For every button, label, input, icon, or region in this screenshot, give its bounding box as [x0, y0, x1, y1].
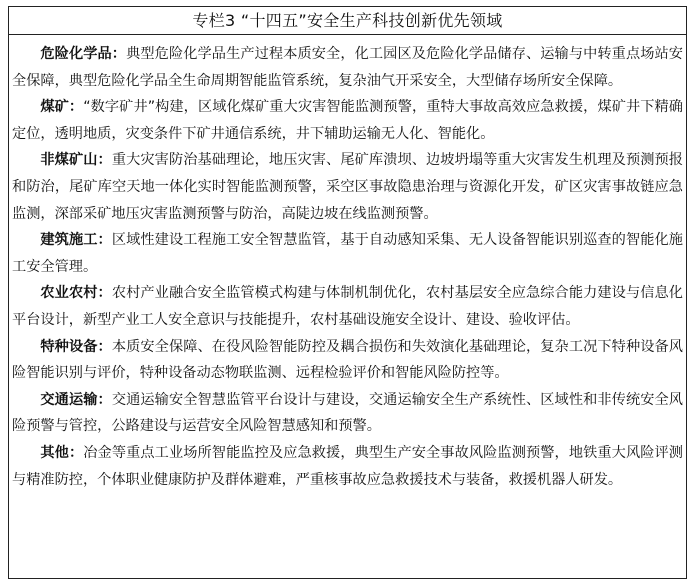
section-heading: 非煤矿山： [40, 152, 112, 169]
section-non-coal-mine [12, 147, 683, 227]
section-transportation [12, 387, 683, 440]
section-heading: 建筑施工： [40, 232, 112, 249]
section-text: 区域性建设工程施工安全智慧监管，基于自动感知采集、无人设备智能识别巡查的智能化施工安全管理。 [12, 232, 683, 275]
column-content [9, 35, 686, 493]
section-heading: 交通运输： [40, 391, 112, 408]
section-construction [12, 227, 683, 280]
section-heading: 特种设备： [40, 338, 112, 355]
section-text: 典型危险化学品生产过程本质安全，化工园区及危险化学品储存、运输与中转重点场站安全保障，典型危险化学品全生命周期智能监管系统，复杂油气开采安全，大型储存场所安全保障。 [12, 46, 683, 89]
section-text: 本质安全保障、在役风险智能防控及耦合损伤和失效演化基础理论，复杂工况下特种设备风险智能识别与评价，特种设备动态物联监测、远程检验评价和智能风险防控等。 [12, 338, 683, 382]
section-text: 重大灾害防治基础理论，地压灾害、尾矿库溃坝、边坡坍塌等重大灾害发生机理及预测预报和防治，尾矿库空天地一体化实时智能监测预警，采空区事故隐患治理与资源化开发，矿区灾害事故链应急监测，深部采矿地压灾害监测预警与防治，高陡边坡在线监测预警。 [12, 152, 683, 222]
section-special-equipment [12, 334, 683, 387]
section-heading: 农业农村： [40, 285, 112, 302]
section-text: “数字矿井”构建，区域化煤矿重大灾害智能监测预警，重特大事故高效应急救援，煤矿井下精确定位，透明地质，灾变条件下矿井通信系统，井下辅助运输无人化、智能化。 [12, 99, 683, 142]
section-text: 冶金等重点工业场所智能监控及应急救援，典型生产安全事故风险监测预警，地铁重大风险评测与精准防控，个体职业健康防护及群体避难，严重核事故应急救援技术与装备，救援机器人研发。 [12, 444, 683, 488]
column-box [8, 6, 687, 579]
section-heading: 其他： [40, 444, 84, 461]
section-text: 交通运输安全智慧监管平台设计与建设，交通运输安全生产系统性、区域性和非传统安全风险预警与管控，公路建设与运营安全风险智慧感知和预警。 [12, 391, 683, 435]
section-heading: 危险化学品： [40, 46, 127, 62]
section-agriculture [12, 280, 683, 333]
section-hazardous-chemicals [12, 41, 683, 94]
section-heading: 煤矿： [40, 99, 84, 116]
section-coal-mine [12, 94, 683, 147]
column-title: 专栏3 “十四五”安全生产科技创新优先领域 [9, 7, 686, 35]
section-text: 农村产业融合安全监管模式构建与体制机制优化，农村基层安全应急综合能力建设与信息化平台设计，新型产业工人安全意识与技能提升，农村基础设施安全设计、建设、验收评估。 [12, 285, 683, 328]
section-other [12, 440, 683, 493]
